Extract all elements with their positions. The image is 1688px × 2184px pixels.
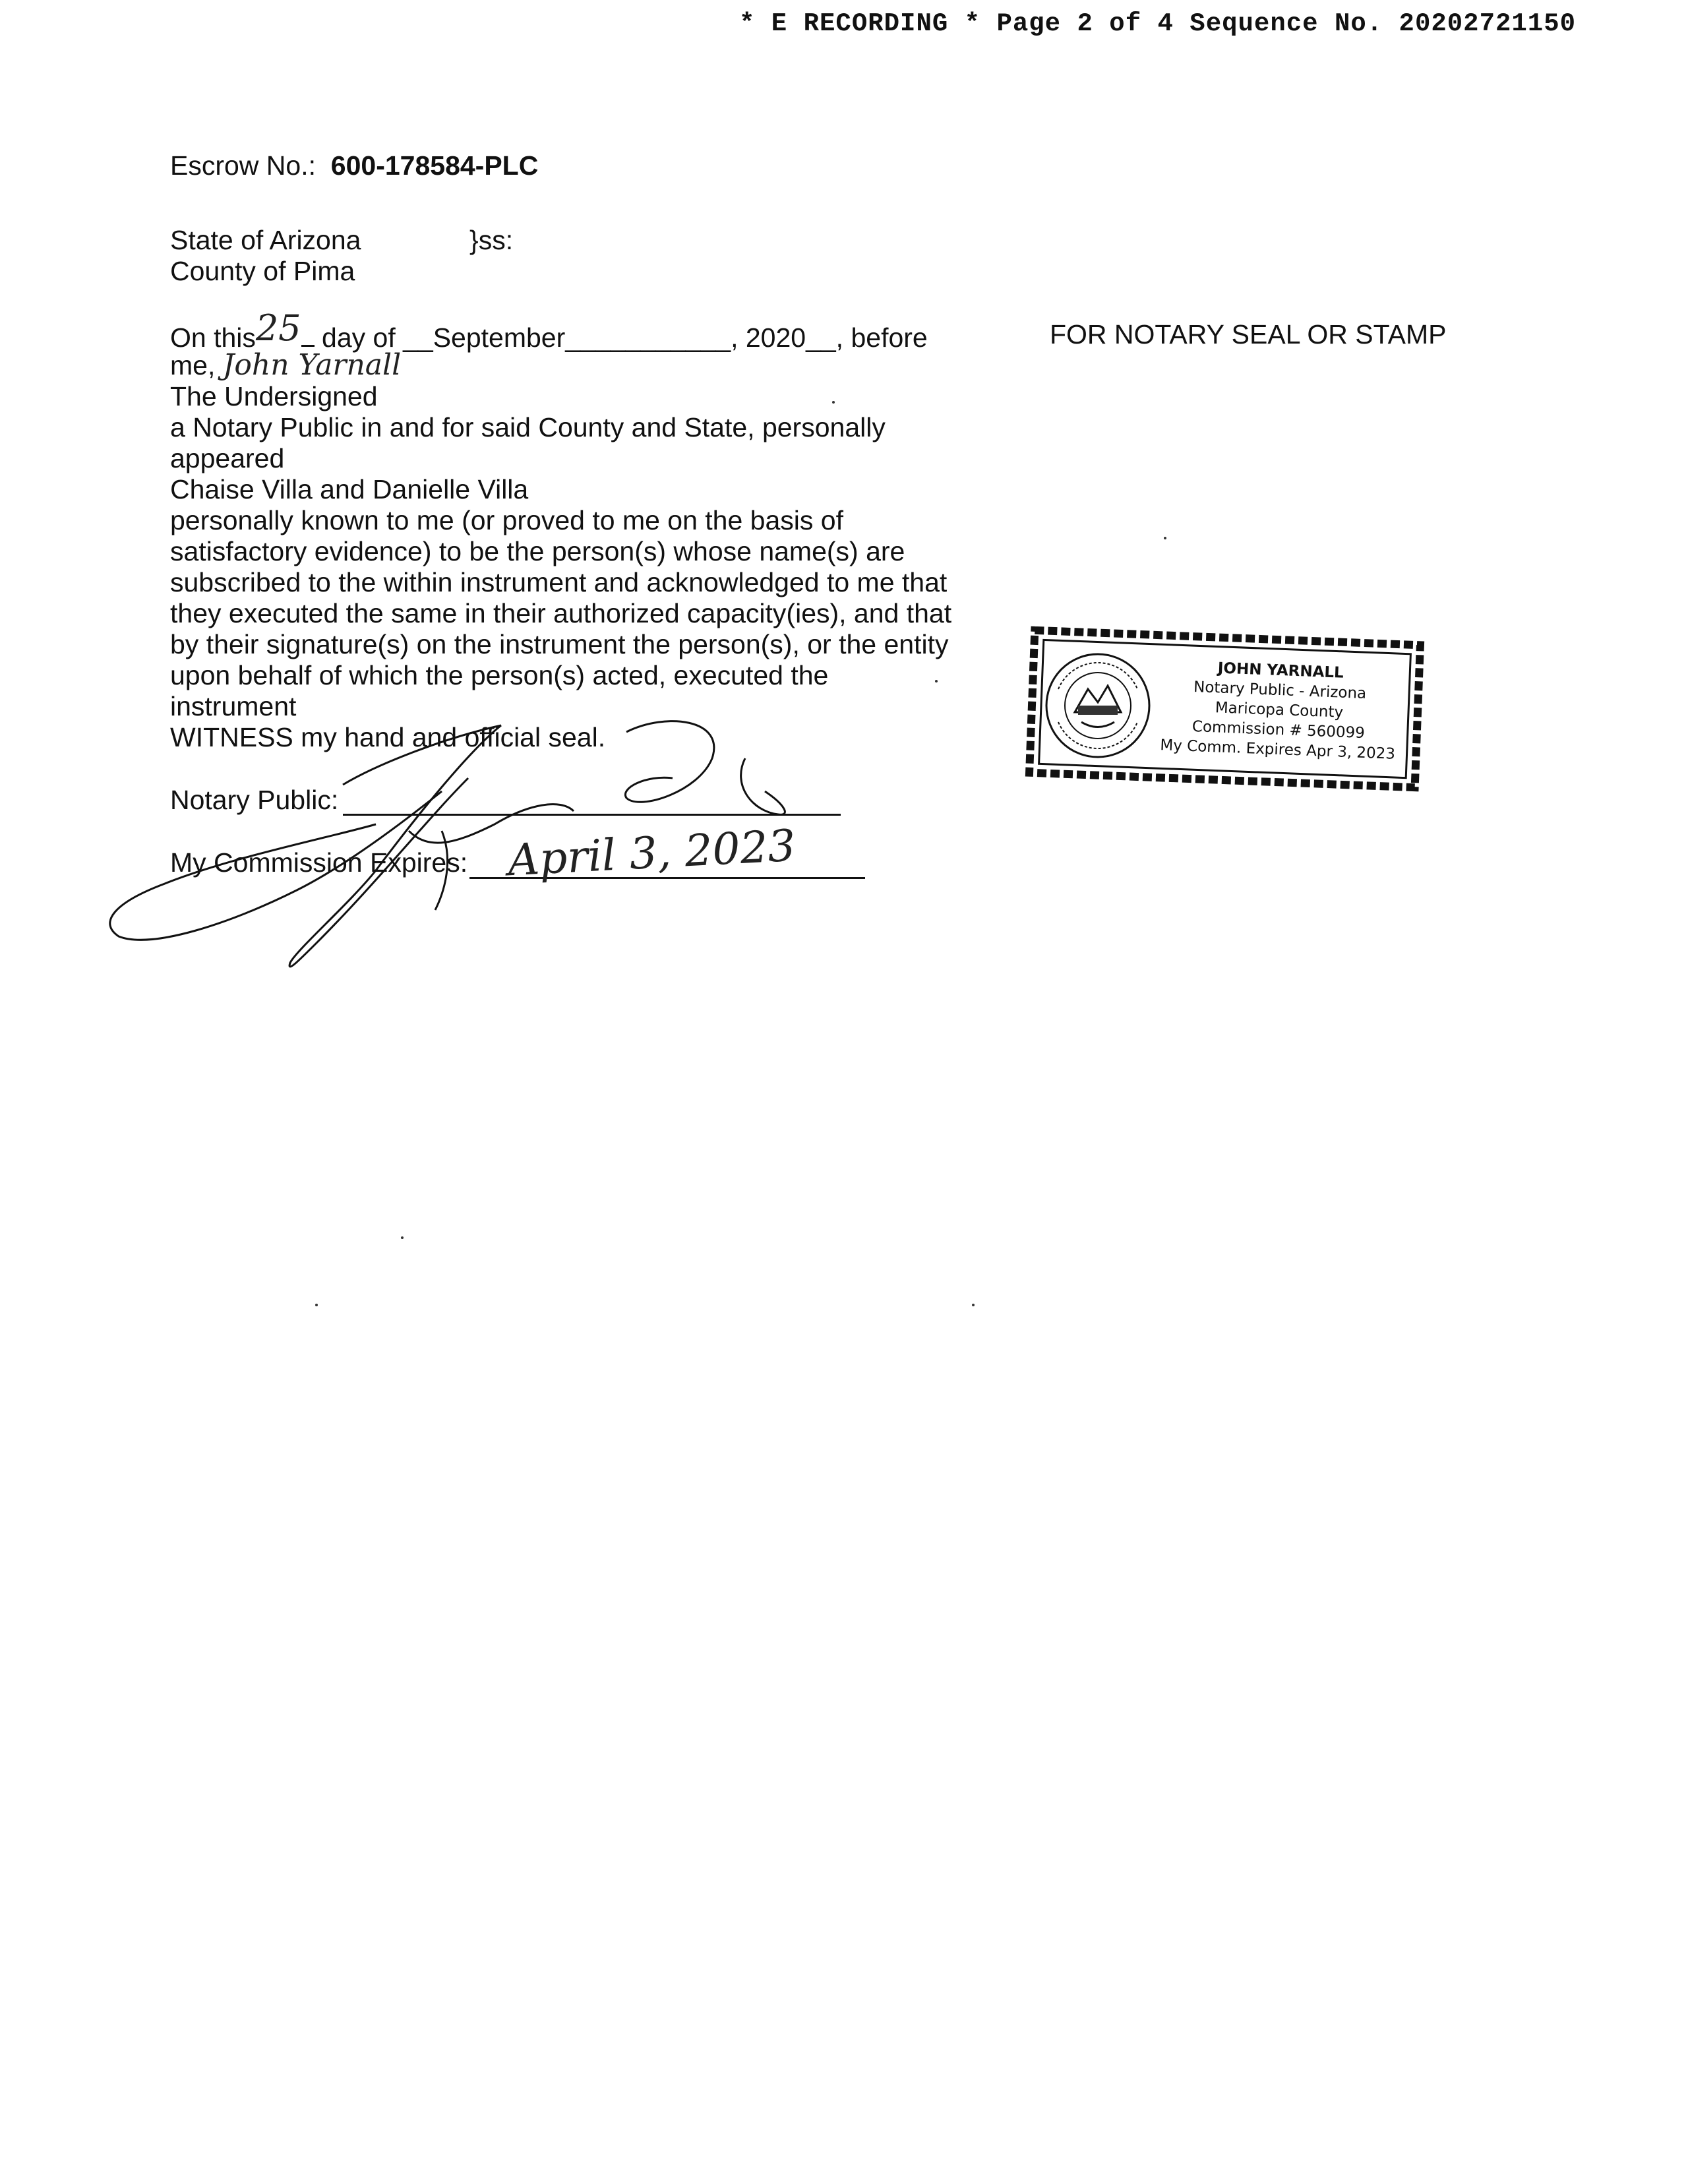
me-line [170, 349, 401, 381]
scan-speck [1164, 537, 1166, 539]
escrow-number: 600-178584-PLC [330, 150, 539, 181]
stamp-title: Notary Public - Arizona [1193, 678, 1367, 703]
undersigned-line: The Undersigned [170, 381, 378, 411]
body-line-7: instrument [170, 691, 297, 721]
handwritten-notary-name: John Yarnall [222, 348, 402, 382]
notary-line: a Notary Public in and for said County and State, personally [170, 412, 886, 442]
me-label: me, [170, 350, 216, 380]
persons-line: Chaise Villa and Danielle Villa [170, 474, 529, 504]
handwritten-commission-date: April 3, 2023 [506, 820, 797, 886]
body-line-4: they executed the same in their authorized capacity(ies), and that [170, 598, 952, 628]
day-of-text: day of __September___________, 2020__, before [322, 322, 928, 353]
notary-public-label: Notary Public: [170, 785, 339, 815]
notary-signature [99, 712, 890, 976]
stamp-county: Maricopa County [1215, 699, 1344, 721]
state-line [170, 225, 361, 256]
on-this-label: On this [170, 322, 256, 353]
body-line-6: upon behalf of which the person(s) acted, executed the [170, 660, 829, 690]
seal-area-label: FOR NOTARY SEAL OR STAMP [1050, 319, 1447, 349]
stamp-name: JOHN YARNALL [1217, 659, 1344, 682]
stamp-commission: Commission # 560099 [1191, 717, 1366, 742]
great-seal-icon [1042, 650, 1154, 762]
handwritten-day: 25 [255, 307, 301, 349]
scan-speck [972, 1304, 975, 1306]
scan-speck [935, 680, 938, 682]
scan-speck [832, 401, 835, 404]
escrow-line [170, 150, 538, 181]
body-line-5: by their signature(s) on the instrument the person(s), or the entity [170, 629, 949, 659]
state-name: State of Arizona [170, 225, 361, 255]
stamp-expires: My Comm. Expires Apr 3, 2023 [1159, 737, 1396, 763]
witness-line: WITNESS my hand and official seal. [170, 722, 606, 752]
recording-header: * E RECORDING * Page 2 of 4 Sequence No. 20202721150 [739, 9, 1576, 38]
scan-speck [315, 1304, 318, 1306]
commission-label: My Commission Expires: [170, 847, 468, 878]
ss-mark: }ss: [469, 225, 514, 255]
scan-speck [401, 1236, 404, 1239]
county-name: County of Pima [170, 256, 355, 286]
body-line-1: personally known to me (or proved to me on the basis of [170, 505, 843, 535]
appeared-line: appeared [170, 443, 285, 473]
escrow-label: Escrow No.: [170, 150, 316, 181]
stamp-text [1139, 655, 1419, 765]
body-line-2: satisfactory evidence) to be the person(s) whose name(s) are [170, 536, 905, 566]
body-line-3: subscribed to the within instrument and acknowledged to me that [170, 567, 948, 597]
